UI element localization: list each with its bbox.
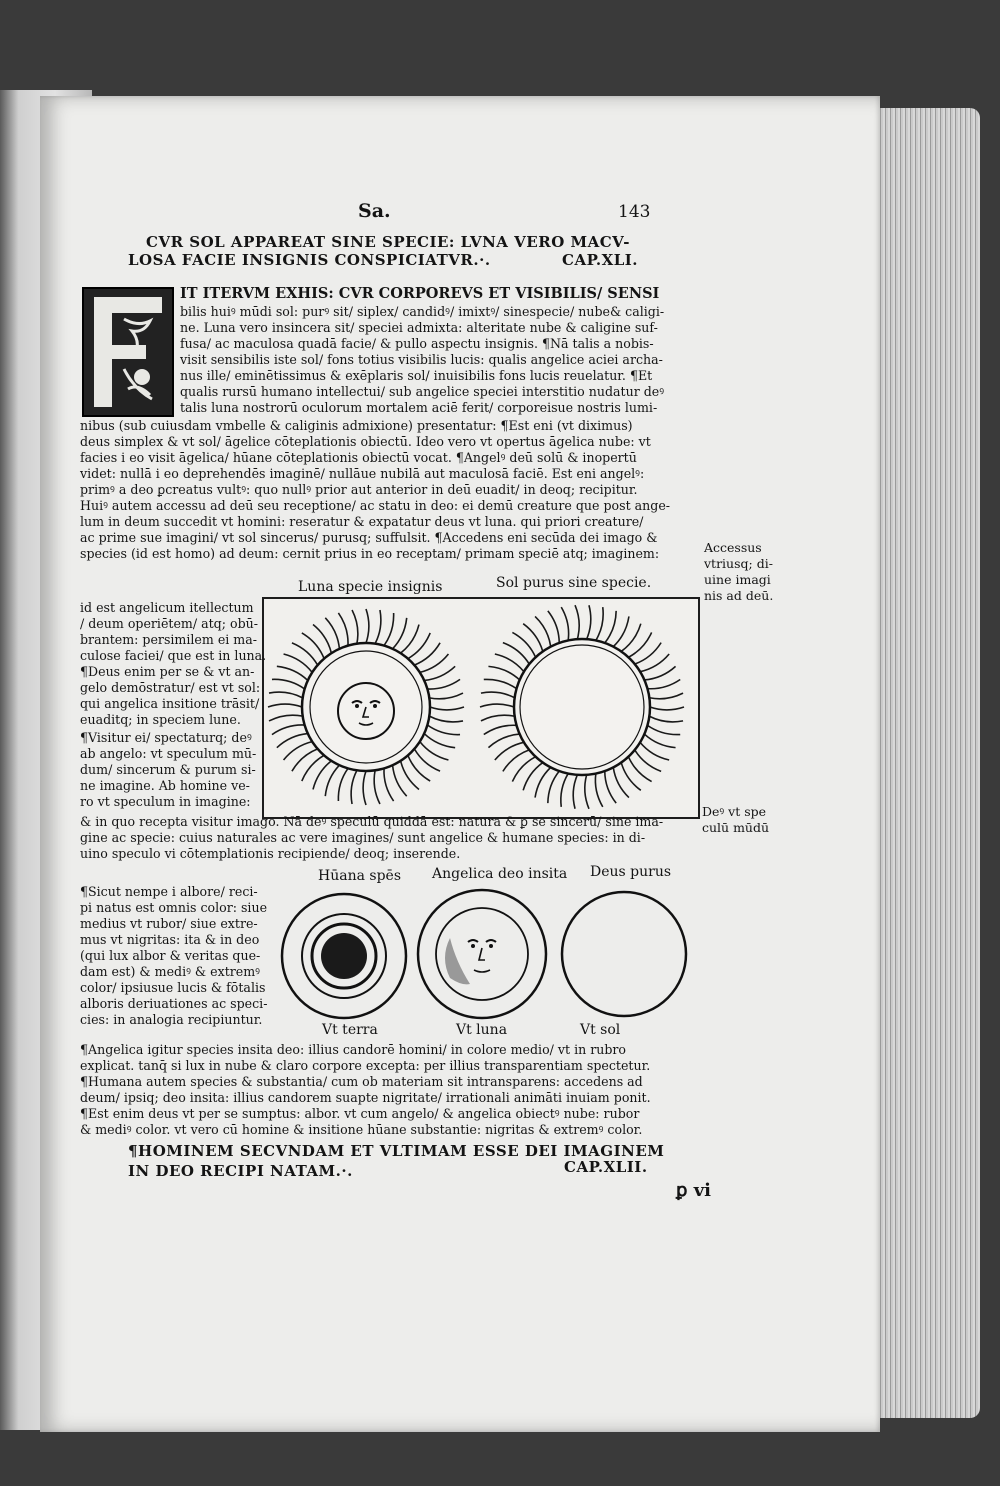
leftcol2-line2: pi natus est omnis color: siue — [80, 900, 268, 915]
para1-line12: videt: nullā i eo deprehendēs imaginē/ nullāue nubilā aut maculosā faciē. Est eni angelꝰ: — [80, 466, 645, 481]
para3-line4: deum/ ipsiq; deo insita: illius candorem suapte nigritate/ irrationali animāti inuiam ponit. — [80, 1090, 651, 1105]
chapter42-heading-line1: ¶HOMINEM SECVNDAM ET VLTIMAM ESSE DEI IMAGINEM — [128, 1142, 665, 1160]
sun-ray — [481, 715, 515, 721]
leftcol1-line3: brantem: persimilem ei ma- — [80, 632, 258, 647]
sun-ray — [393, 765, 407, 796]
sun-ray — [613, 767, 629, 797]
para3-line6: & mediꝰ color. vt vero cū homine & insitione hūane substantie: nigritas & extremꝰ color. — [80, 1122, 643, 1137]
sun-ray — [587, 605, 591, 639]
woodcut2-label-earth: Vt terra — [322, 1022, 378, 1038]
signature-mark: ꝑ vi — [676, 1180, 711, 1201]
sun-ray — [424, 666, 455, 680]
sun-ray — [512, 632, 535, 657]
sun-ray — [647, 725, 680, 734]
woodcut2-label-sun: Vt sol — [580, 1022, 621, 1038]
para1-line15: lum in deum succedit vt homini: reseratur & expatatur deus vt luna. qui priori creature/ — [80, 514, 644, 529]
para1-line10: deus simplex & vt sol/ āgelice cōteplationis obiectū. Ideo vero vt opertus āgelica nube: vt — [80, 434, 651, 449]
para1-line3: ne. Luna vero insincera sit/ speciei admixta: alteritate nube & caligine suf- — [180, 320, 658, 335]
sun-ray — [401, 625, 419, 654]
para1-line9: nibus (sub cuiusdam vmbelle & caliginis admixione) presentatur: ¶Est eni (vt diximus) — [80, 418, 633, 433]
woodcut2-label-moon: Vt luna — [456, 1022, 508, 1038]
sun-ray — [427, 679, 460, 689]
woodcut1-caption-left: Luna specie insignis — [298, 579, 443, 595]
sun-ray — [325, 765, 339, 796]
sun-ray — [268, 704, 302, 707]
sun-ray — [635, 643, 661, 664]
para1-line1: IT ITERVM EXHIS: CVR CORPOREVS ET VISIBILIS/ SENSI — [180, 285, 660, 302]
sun-ray — [384, 768, 394, 801]
sun-ray — [302, 633, 324, 659]
woodcut-sun-moon-figure — [262, 597, 700, 819]
para2-line1: & in quo recepta visitur imago. Nā deꝰ speculū quiddā est: natura & ꝑ se sincerū/ sine ima- — [80, 814, 664, 829]
sun-ray — [640, 654, 669, 672]
margin-note2-line1: Deꝰ vt spe — [702, 804, 767, 819]
sun-ray — [430, 707, 464, 710]
margin-note2-line2: culū mūdū — [702, 820, 770, 835]
sun-ray — [292, 643, 318, 665]
sun-ray — [503, 750, 529, 771]
sun-ray — [269, 692, 303, 698]
chapter42-number: CAP.XLII. — [564, 1158, 648, 1176]
sun-ray — [302, 755, 324, 781]
leftcol1-line11: dum/ sincerum & purum si- — [80, 762, 256, 777]
sun-ray — [366, 609, 369, 643]
sun-circle-icon — [562, 892, 686, 1016]
sun-ray — [621, 763, 641, 791]
sun-ray — [284, 654, 313, 672]
leftcol1-line7: qui angelica insitione trāsit/ — [80, 696, 260, 711]
margin-note1-line2: vtriusq; di- — [704, 556, 773, 571]
sun-ray — [561, 774, 568, 807]
leftcol1-line1: id est angelicum itellectum — [80, 600, 254, 615]
leftcol2-line8: alboris deriuationes ac speci- — [80, 996, 268, 1011]
leftcol2-line4: mus vt nigritas: ita & in deo — [80, 932, 260, 947]
sun-ray — [635, 750, 661, 771]
sun-ray — [585, 775, 589, 809]
sun-ray — [352, 610, 358, 644]
leftcol1-line13: ro vt speculum in imagine: — [80, 794, 251, 809]
sun-ray — [573, 775, 577, 809]
leftcol2-line1: ¶Sicut nempe i albore/ reci- — [80, 884, 258, 899]
sun-ray — [523, 763, 543, 791]
sun-ray — [277, 666, 308, 680]
woodcut2-label-angelic: Angelica deo insita — [432, 866, 568, 882]
moon-face-circle-icon — [418, 890, 546, 1018]
sun-ray — [393, 618, 407, 649]
sun-ray — [272, 725, 305, 735]
sun-ray — [408, 633, 430, 659]
leftcol1-line12: ne imagine. Ab homine ve- — [80, 778, 250, 793]
sun-ray — [424, 734, 455, 748]
sun-ray — [481, 692, 515, 698]
sun-ray — [595, 774, 602, 807]
leftcol1-line8: euaditq; in speciem lune. — [80, 712, 241, 727]
sun-ray — [484, 679, 517, 688]
earth-circle-icon — [282, 894, 406, 1018]
sun-ray — [649, 716, 683, 722]
sun-ray — [374, 770, 380, 804]
margin-note1-line3: uine imagi — [704, 572, 771, 587]
sun-ray — [363, 771, 366, 805]
sun-ray — [535, 616, 551, 646]
sun-ray — [292, 749, 318, 771]
sun-ray — [495, 742, 524, 760]
leftcol2-line7: color/ ipsiusue lucis & fōtalis — [80, 980, 266, 995]
para1-line11: facies i eo visit āgelica/ hūane cōteplationis obiectū vocat. ¶Angelꝰ deū solū & inopertū — [80, 450, 637, 465]
running-head: Sa. — [358, 200, 391, 222]
sun-ray — [375, 610, 381, 644]
para1-line7: qualis rursū humano intellectui/ sub angelice speciei interstitio nudatur deꝰ — [180, 384, 665, 399]
sun-ray — [644, 734, 675, 748]
leftcol1-line4: culose faciei/ que est in luna. — [80, 648, 267, 663]
sun-ray — [272, 679, 305, 689]
sun-ray — [480, 704, 514, 707]
moon-face-icon — [338, 683, 394, 739]
sun-ray — [429, 716, 463, 722]
sun-ray — [650, 707, 684, 710]
sun-ray — [313, 625, 331, 654]
sun-ray — [269, 715, 303, 721]
sun-ray — [420, 654, 449, 672]
page-block-edges — [868, 108, 980, 1418]
chapter41-heading-line1: CVR SOL APPAREAT SINE SPECIE: LVNA VERO MACV- — [146, 233, 630, 251]
para1-line5: visit sensibilis iste sol/ fons totius visibilis lucis: qualis angelice aciei archa- — [180, 352, 663, 367]
sun-ray — [408, 755, 430, 781]
sun-ray — [338, 768, 348, 801]
para3-line1: ¶Angelica igitur species insita deo: illius candorē homini/ in colore medio/ vt in rubro — [80, 1042, 627, 1057]
sun-ray — [548, 771, 559, 803]
sun-ray — [284, 742, 313, 760]
sun-ray — [575, 605, 579, 639]
sun-ray — [561, 607, 568, 640]
para3-line5: ¶Est enim deus vt per se sumptus: albor. vt cum angelo/ & angelica obiectꝰ nube: rubor — [80, 1106, 640, 1121]
sun-ray — [503, 643, 529, 664]
para1-line13: primꝰ a deo ꝑcreatus vultꝰ: quo nullꝰ prior aut anterior in deū euadit/ in deoq; recipitur. — [80, 482, 638, 497]
leftcol2-line9: cies: in analogia recipiuntur. — [80, 1012, 263, 1027]
sun-ray — [523, 624, 543, 652]
leftcol2-line6: dam est) & mediꝰ & extremꝰ — [80, 964, 260, 979]
sun-ray — [325, 618, 339, 649]
woodcut-three-circles-figure — [280, 888, 690, 1028]
decorated-initial-letter — [82, 287, 174, 417]
para1-line2: bilis huiꝰ mūdi sol: purꝰ sit/ siplex/ candidꝰ/ imixtꝰ/ sinespecie/ nube& caligi- — [180, 304, 665, 319]
sun-ray — [649, 693, 683, 699]
woodcut2-label-god: Deus purus — [590, 864, 672, 880]
sun-ray — [277, 734, 308, 748]
sun-ray — [484, 725, 517, 734]
leftcol1-line5: ¶Deus enim per se & vt an- — [80, 664, 255, 679]
sun-ray — [351, 770, 357, 804]
para1-line17: species (id est homo) ad deum: cernit prius in eo receptam/ primam speciē atq; imaginem: — [80, 546, 660, 561]
sun-ray — [621, 624, 641, 652]
para3-line2: explicat. tanq̄ si lux in nube & claro corpore excepta: per illius transparentiam spectetur. — [80, 1058, 651, 1073]
sun-ray — [429, 693, 463, 699]
sun-ray — [605, 611, 616, 643]
sun-ray — [512, 757, 535, 782]
para2-line2: gine ac specie: cuius naturales ac vere imagines/ sunt angelice & humane species: in di- — [80, 830, 646, 845]
para1-line16: ac prime sue imagini/ vt sol sincerus/ purusq; suffulsit. ¶Accedens eni secūda dei imago & — [80, 530, 658, 545]
chapter41-number: CAP.XLI. — [562, 251, 639, 269]
sun-ray — [420, 742, 449, 760]
leftcol1-line6: gelo demōstratur/ est vt sol: — [80, 680, 261, 695]
chapter41-heading-line2: LOSA FACIE INSIGNIS CONSPICIATVR.·. — [128, 251, 491, 269]
sun-ray — [414, 749, 440, 771]
leftcol1-line9: ¶Visitur ei/ spectaturq; deꝰ — [80, 730, 252, 745]
sun-ray — [488, 666, 519, 680]
folio-number: 143 — [618, 202, 651, 222]
sun-ray — [427, 725, 460, 735]
para1-line14: Huiꝰ autem accessu ad deū seu receptione/ ac statu in deo: ei demū creature que post ange- — [80, 498, 671, 513]
leftcol2-line3: medius vt rubor/ siue extre- — [80, 916, 258, 931]
leftcol2-line5: (qui lux albor & veritas que- — [80, 948, 261, 963]
para1-line6: nus ille/ eminētissimus & exēplaris sol/ inuisibilis fons lucis reuelatur. ¶Et — [180, 368, 653, 383]
sun-ray — [401, 761, 419, 790]
initial-ornament-icon — [84, 289, 172, 415]
margin-note1-line4: nis ad deū. — [704, 588, 774, 603]
sun-ray — [628, 632, 651, 657]
margin-note1-line1: Accessus — [704, 540, 762, 555]
sun-ray — [628, 757, 651, 782]
sun-ray — [647, 679, 680, 688]
sun-ray — [414, 643, 440, 665]
chapter42-heading-line2: IN DEO RECIPI NATAM.·. — [128, 1162, 353, 1180]
woodcut2-label-human: Hūana spēs — [318, 868, 402, 884]
para1-line8: talis luna nostrorū oculorum mortalem aciē ferit/ corporeisue nostris lumi- — [180, 400, 658, 415]
para2-line3: uino speculo vi cōtemplationis recipiende/ deoq; inserende. — [80, 846, 461, 861]
sun-ray — [338, 613, 348, 646]
para1-line4: fusa/ ac maculosa quadā facie/ & pullo aspectu insignis. ¶Nā talis a nobis- — [180, 336, 654, 351]
leftcol1-line2: / deum operiētem/ atq; obū- — [80, 616, 259, 631]
sun-ray — [384, 613, 394, 646]
para3-line3: ¶Humana autem species & substantia/ cum ob materiam sit intransparens: accedens ad — [80, 1074, 643, 1089]
sun-ray — [596, 607, 603, 640]
woodcut1-caption-right: Sol purus sine specie. — [496, 575, 652, 591]
leftcol1-line10: ab angelo: vt speculum mū- — [80, 746, 257, 761]
sun-ray — [313, 761, 331, 790]
